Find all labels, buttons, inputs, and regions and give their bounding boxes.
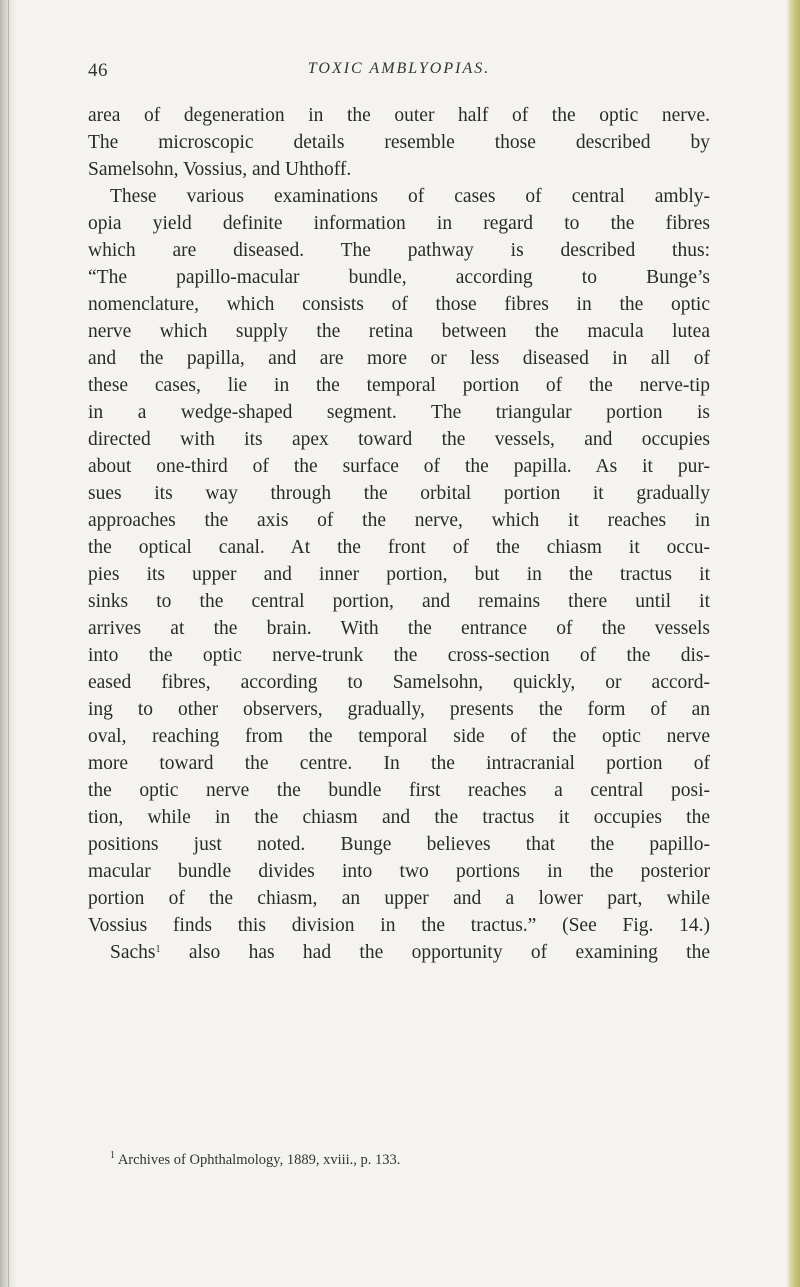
running-head: TOXIC AMBLYOPIAS. <box>307 60 491 77</box>
text-line: nerve which supply the retina between the macula lutea <box>88 321 710 342</box>
page-edge-right <box>786 0 800 1287</box>
text-line: portion of the chiasm, an upper and a lower part, while <box>88 888 710 909</box>
text-line: into the optic nerve-trunk the cross-section of the dis- <box>88 645 710 666</box>
text-line: pies its upper and inner portion, but in the tractus it <box>88 564 710 585</box>
text-line: which are diseased. The pathway is described thus: <box>88 240 710 261</box>
text-line: more toward the centre. In the intracranial portion of <box>88 753 710 774</box>
text-line: approaches the axis of the nerve, which it reaches in <box>88 510 710 531</box>
page-edge-left <box>0 0 18 1287</box>
text-line: these cases, lie in the temporal portion of the nerve-tip <box>88 375 710 396</box>
text-line: The microscopic details resemble those described by <box>88 132 710 153</box>
text-line: positions just noted. Bunge believes that the papillo- <box>88 834 710 855</box>
body-text <box>88 102 710 966</box>
text-line: the optic nerve the bundle first reaches a central posi- <box>88 780 710 801</box>
text-line: macular bundle divides into two portions in the posterior <box>88 861 710 882</box>
text-line: oval, reaching from the temporal side of the optic nerve <box>88 726 710 747</box>
text-line: tion, while in the chiasm and the tractus it occupies the <box>88 807 710 828</box>
text-line: directed with its apex toward the vessels, and occupies <box>88 429 710 450</box>
footnote-reference: 1 <box>155 944 161 955</box>
text-fragment: Sachs <box>110 942 156 963</box>
text-line: opia yield definite information in regard to the fibres <box>88 213 710 234</box>
text-line: “The papillo-macular bundle, according to Bunge’s <box>88 267 710 288</box>
text-line: and the papilla, and are more or less diseased in all of <box>88 348 710 369</box>
text-line: Vossius finds this division in the tractus.” (See Fig. 14.) <box>88 915 710 936</box>
text-line: nomenclature, which consists of those fibres in the optic <box>88 294 710 315</box>
text-line: These various examinations of cases of central ambly- <box>110 186 710 207</box>
text-line: sues its way through the orbital portion it gradually <box>88 483 710 504</box>
page-number: 46 <box>88 60 108 81</box>
text-fragment: also has had the opportunity of examining the <box>160 942 710 963</box>
text-line: arrives at the brain. With the entrance of the vessels <box>88 618 710 639</box>
text-line: the optical canal. At the front of the chiasm it occu- <box>88 537 710 558</box>
footnote <box>110 1151 710 1169</box>
text-line: Samelsohn, Vossius, and Uhthoff. <box>88 159 352 180</box>
page-header <box>88 60 710 86</box>
text-line-with-footnote-ref <box>88 939 710 966</box>
text-line: about one-third of the surface of the papilla. As it pur- <box>88 456 710 477</box>
text-line: eased fibres, according to Samelsohn, quickly, or accord- <box>88 672 710 693</box>
text-line: sinks to the central portion, and remains there until it <box>88 591 710 612</box>
text-line: area of degeneration in the outer half of the optic nerve. <box>88 105 710 126</box>
footnote-text: Archives of Ophthalmology, 1889, xviii., p. 133. <box>115 1152 401 1168</box>
footnote-marker: 1 <box>110 1150 115 1161</box>
text-line: ing to other observers, gradually, presents the form of an <box>88 699 710 720</box>
text-line: in a wedge-shaped segment. The triangular portion is <box>88 402 710 423</box>
